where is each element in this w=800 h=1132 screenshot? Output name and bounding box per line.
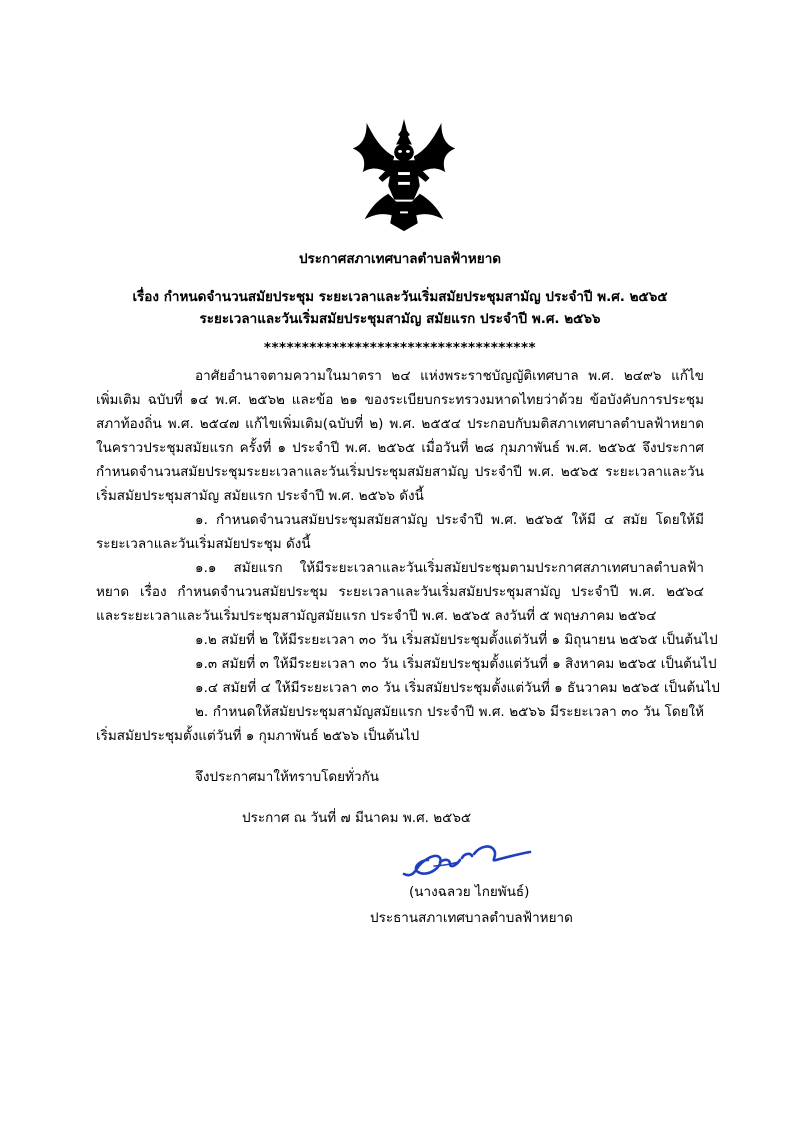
item-1-line: ๑. กำหนดจำนวนสมัยประชุมสมัยสามัญ ประจำปี พ.ศ. ๒๕๖๕ ให้มี ๔ สมัย โดยให้มี [195,512,704,528]
item-1-1-line: หยาด เรื่อง กำหนดจำนวนสมัยประชุม ระยะเวลาและวันเริ่มสมัยประชุมสามัญ ประจำปี พ.ศ. ๒๕๖๔ [96,584,704,600]
item-1-2: ๑.๒ สมัยที่ ๒ ให้มีระยะเวลา ๓๐ วัน เริ่มสมัยประชุมตั้งแต่วันที่ ๑ มิถุนายน ๒๕๖๕ เป็นต้นไป [195,632,718,648]
intro-line: ในคราวประชุมสมัยแรก ครั้งที่ ๑ ประจำปี พ.ศ. ๒๕๖๕ เมื่อวันที่ ๒๘ กุมภาพันธ์ พ.ศ. ๒๕๖๕ จึงประกาศ [96,440,704,456]
agency-title: ประกาศสภาเทศบาลตำบลฟ้าหยาด [298,251,502,267]
intro-line: กำหนดจำนวนสมัยประชุมระยะเวลาและวันเริ่มประชุมสมัยสามัญ ประจำปี พ.ศ. ๒๕๖๕ ระยะเวลาและวัน [96,464,704,480]
subject-line-2: ระยะเวลาและวันเริ่มสมัยประชุมสามัญ สมัยแรก ประจำปี พ.ศ. ๒๕๖๖ [199,311,601,327]
item-1-3: ๑.๓ สมัยที่ ๓ ให้มีระยะเวลา ๓๐ วัน เริ่มสมัยประชุมตั้งแต่วันที่ ๑ สิงหาคม ๒๕๖๕ เป็นต้นไป [195,656,717,672]
separator-stars: ************************************ [263,340,537,356]
intro-line: เริ่มสมัยประชุมสามัญ สมัยแรก ประจำปี พ.ศ. ๒๕๖๖ ดังนี้ [96,488,424,504]
signature-icon [400,830,535,880]
item-2-line: ๒. กำหนดให้สมัยประชุมสามัญสมัยแรก ประจำปี พ.ศ. ๒๕๖๖ มีระยะเวลา ๓๐ วัน โดยให้ [195,704,704,720]
announcement-date: ประกาศ ณ วันที่ ๗ มีนาคม พ.ศ. ๒๕๖๕ [242,810,472,826]
item-1-line: ระยะเวลาและวันเริ่มสมัยประชุม ดังนี้ [96,536,311,552]
signatory-name: (นางฉลวย ไกยพันธ์) [409,884,530,900]
subject-line-1: เรื่อง กำหนดจำนวนสมัยประชุม ระยะเวลาและวันเริ่มสมัยประชุมสามัญ ประจำปี พ.ศ. ๒๕๖๕ [132,289,668,305]
intro-line: เพิ่มเติม ฉบับที่ ๑๔ พ.ศ. ๒๕๖๒ และข้อ ๒๑ ของระเบียบกระทรวงมหาดไทยว่าด้วย ข้อบังคับการประชุม [96,392,704,408]
signatory-position: ประธานสภาเทศบาลตำบลฟ้าหยาด [370,910,573,926]
intro-line: อาศัยอำนาจตามความในมาตรา ๒๔ แห่งพระราชบัญญัติเทศบาล พ.ศ. ๒๔๙๖ แก้ไข [195,368,704,384]
closing-text: จึงประกาศมาให้ทราบโดยทั่วกัน [195,769,379,785]
item-1-4: ๑.๔ สมัยที่ ๔ ให้มีระยะเวลา ๓๐ วัน เริ่มสมัยประชุมตั้งแต่วันที่ ๑ ธันวาคม ๒๕๖๕ เป็นต้นไป [195,680,720,696]
item-1-1-line: ๑.๑ สมัยแรก ให้มีระยะเวลาและวันเริ่มสมัยประชุมตามประกาศสภาเทศบาลตำบลฟ้า [195,560,704,576]
garuda-emblem-icon [345,117,463,235]
intro-line: สภาท้องถิ่น พ.ศ. ๒๕๔๗ แก้ไขเพิ่มเติม(ฉบับที่ ๒) พ.ศ. ๒๕๕๔ ประกอบกับมติสภาเทศบาลตำบลฟ้าหยาด [96,416,704,432]
item-2-line: เริ่มสมัยประชุมตั้งแต่วันที่ ๑ กุมภาพันธ์ ๒๕๖๖ เป็นต้นไป [96,728,420,744]
item-1-1-line: และระยะเวลาและวันเริ่มประชุมสามัญสมัยแรก ประจำปี พ.ศ. ๒๕๖๕ ลงวันที่ ๕ พฤษภาคม ๒๕๖๔ [96,608,657,624]
